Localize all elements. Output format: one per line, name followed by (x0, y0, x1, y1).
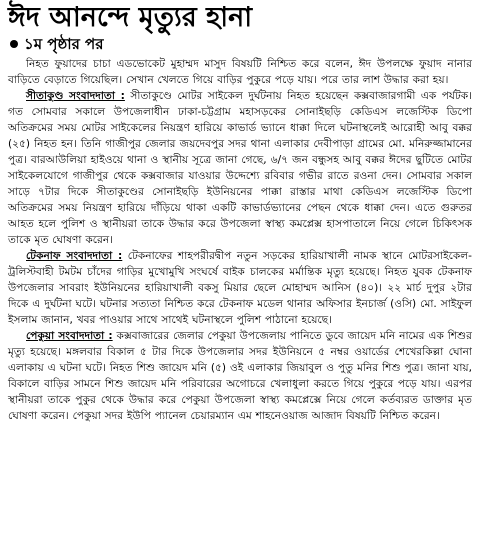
section-text: টেকনাফের শাহপরীরদ্বীপ নতুন সড়কের হারিয়াখালী নামক স্থানে মোটরসাইকেল-ট্রলিস্টবাহী টমটম চাঁদের গাড়ির মুখোমুখি সংঘর্ষে বাইক চালকের মর্মান্তিক মৃত্যু হয়েছে। নিহত যুবক টেকনাফ উপজেলার সাবরাং ইউনিয়নের হারিয়াখালী বকসু মিয়ার ছেলে মোহাম্মদ আনিস (৪০)। ২২ মার্চ দুপুর ২টার দিকে এ দুর্ঘটনা ঘটে। ঘটনার সত্যতা নিশ্চিত করে টেকনাফ মডেল থানার অফিসার ইনচার্জ (ওসি) মো. সাইফুল ইসলাম জানান, খবর পাওয়ার সাথে সাথেই ঘটনাস্থলে পুলিশ পাঠানো হয়েছে। (8, 250, 472, 326)
section-paragraph (8, 88, 472, 248)
dateline: টেকনাফ সংবাদদাতা : (26, 250, 123, 262)
section-paragraph (8, 248, 472, 328)
continued-from: ১ম পৃষ্ঠার পর (24, 35, 104, 53)
section-paragraph (8, 56, 472, 88)
section-text: কক্সবাজারের জেলার পেকুয়া উপজেলায় পানিতে ডুবে জায়েদ মনি নামের এক শিশুর মৃত্যু হয়েছে। মঙ্গলবার বিকাল ৫ টার দিকে উপজেলার সদর ইউনিয়নে ৫ নম্বর ওয়ার্ডের শেখেরকিল্লা ঘোনা এলাকায় এ ঘটনা ঘটে। নিহত শিশু জায়েদ মনি (৫) ওই এলাকার জিয়াবুল ও পুতু মনির শিশু পুত্র। জানা যায়, বিকালে বাড়ির সামনে শিশু জায়েদ মনি পরিবারের অগোচরে খেলাধুলা করতে গিয়ে পুকুরে পড়ে যায়। এরপর স্থানীয়রা তাকে পুকুর থেকে উদ্ধার করে পেকুয়া উপজেলা স্বাস্থ্য কমপ্লেক্সে নিয়ে গেলে কর্তব্যরত ডাক্তার মৃত ঘোষণা করেন। পেকুয়া সদর ইউপি প্যানেল চেয়ারম্যান এম শাহনেওয়াজ আজাদ বিষয়টি নিশ্চিত করেন। (8, 330, 473, 422)
continued-from-line (8, 34, 472, 54)
bullet-icon (10, 40, 18, 48)
headline: ঈদ আনন্দে মৃত্যুর হানা (8, 2, 253, 33)
section-text: নিহত ফুয়াদের চাচা এডভোকেট মুহাম্মদ মাসুদ বিষয়টি নিশ্চিত করে বলেন, ঈদ উপলক্ষে ফুয়াদ নানার বাড়িতে বেড়াতে গিয়েছিল। সেখান খেলতে গিয়ে বাড়ির পুকুরে পড়ে যায়। পরে তার লাশ উদ্ধার করা হয়। (8, 58, 472, 86)
dateline: পেকুয়া সংবাদদাতা : (26, 330, 113, 342)
section-paragraph (8, 328, 472, 424)
dateline: সীতাকুণ্ড সংবাদদাতা : (26, 90, 125, 102)
section-text: সীতাকুণ্ডে মোটর সাইকেল দুর্ঘটনায় নিহত হয়েছেন কক্সবাজারগামী এক পর্যটক। গত সোমবার সকালে উপজেলাধীন ঢাকা-চট্টগ্রাম মহাসড়কের সোনাইছড়ি কেডিএস লজেস্টিক ডিপো অতিক্রমের সময় মোটর সাইকেলের নিয়ন্ত্রণ হারিয়ে কাভার্ড ভ্যানে ধাক্কা দিলে ঘটনাস্থলেই আরোহী আবু বক্কর (২৫) নিহত হন। তিনি গাজীপুর জেলার জয়দেবপুর সদর থানা এলাকার দেবীপাড়া গ্রামের মো. মনিরুজ্জামানের পুত্র। বারআউলিয়া হাইওয়ে থানা ও স্থানীয় সূত্রে জানা গেছে, ৬/৭ জন বন্ধুসহ আবু বক্কর ঈদের ছুটিতে মোটর সাইকেলযোগে গাজীপুর থেকে কক্সবাজার যাওয়ার উদ্দেশ্যে রবিবার গভীর রাতে রওনা দেন। সোমবার সকাল সাড়ে ৭টার দিকে সীতাকুণ্ডের সোনাইছড়ি ইউনিয়নের পাক্কা রাস্তার মাথা কেডিএস লজেস্টিক ডিপো অতিক্রমের সময় নিয়ন্ত্রণ হারিয়ে দাঁড়িয়ে থাকা একটি কাভার্ডভ্যানের পেছন থেকে ধাক্কা দেন। এতে গুরুতর আহত হলে পুলিশ ও স্থানীয়রা তাকে উদ্ধার করে উপজেলা স্বাস্থ্য কমপ্লেক্স হাসপাতালে নিয়ে গেলে চিকিৎসক তাকে মৃত ঘোষণা করেন। (8, 90, 472, 246)
